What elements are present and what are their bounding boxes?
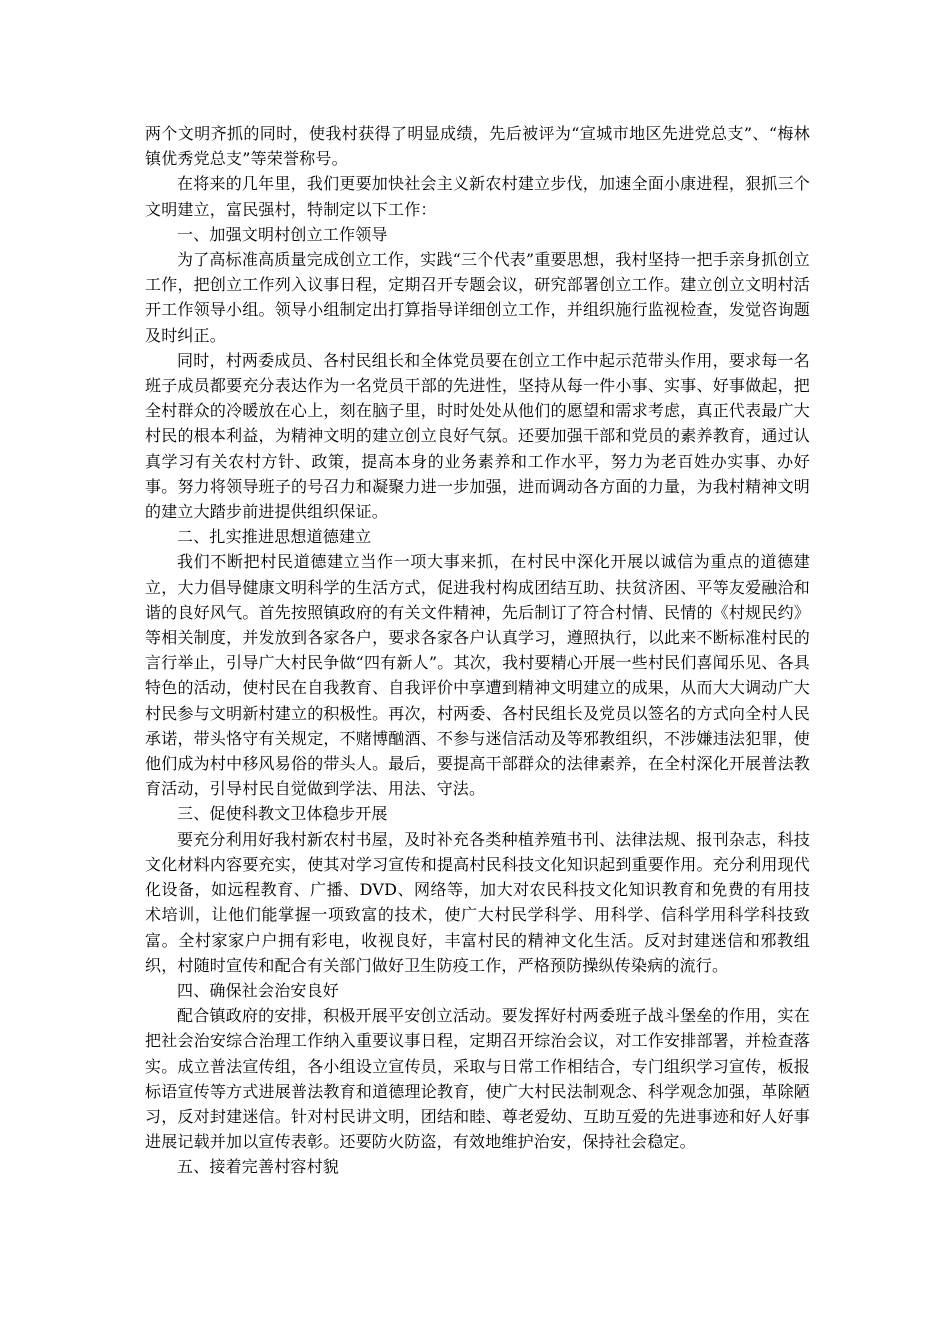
paragraph-section-2: 我们不断把村民道德建立当作一项大事来抓，在村民中深化开展以诚信为重点的道德建立，大力倡导健康文明科学的生活方式，促进我村构成团结互助、扶贫济困、平等友爱融洽和谐的良好风气。首先按照镇政府的有关文件精神，先后制订了符合村情、民情的《村规民约》等相关制度，并发放到各家各户，要求各家各户认真学习，遵照执行，以此来不断标准村民的言行举止，引导广大村民争做“四有新人”。其次，我村要精心开展一些村民们喜闻乐见、各具特色的活动，使村民在自我教育、自我评价中享遭到精神文明建立的成果，从而大大调动广大村民参与文明新村建立的积极性。再次，村两委、各村民组长及党员以签名的方式向全村人民承诺，带头恪守有关规定，不赌博酗酒、不参与迷信活动及等邪教组织，不涉嫌违法犯罪，使他们成为村中移风易俗的带头人。最后，要提高干部群众的法律素养，在全村深化开展普法教育活动，引导村民自觉做到学法、用法、守法。: [145, 552, 810, 799]
paragraph-section-1-b: 同时，村两委成员、各村民组长和全体党员要在创立工作中起示范带头作用，要求每一名班子成员都要充分表达作为一名党员干部的先进性，坚持从每一件小事、实事、好事做起，把全村群众的冷暖放在心上，刻在脑子里，时时处处从他们的愿望和需求考虑，真正代表最广大村民的根本利益，为精神文明的建立创立良好气氛。还要加强干部和党员的素养教育，通过认真学习有关农村方针、政策，提高本身的业务素养和工作水平，努力为老百姓办实事、办好事。努力将领导班子的号召力和凝聚力进一步加强，进而调动各方面的力量，为我村精神文明的建立大踏步前进提供组织保证。: [145, 350, 810, 522]
paragraph-section-4: 配合镇政府的安排，积极开展平安创立活动。要发挥好村两委班子战斗堡垒的作用，实在把社会治安综合治理工作纳入重要议事日程，定期召开综治会议，对工作安排部署，并检查落实。成立普法宣传组，各小组设立宣传员，采取与日常工作相结合，专门组织学习宣传，板报标语宣传等方式进展普法教育和道德理论教育，使广大村民法制观念、科学观念加强，革除陋习，反对封建迷信。针对村民讲文明，团结和睦、尊老爱幼、互助互爱的先进事迹和好人好事进展记载并加以宣传表彰。还要防火防盗，有效地维护治安，保持社会稳定。: [145, 1006, 810, 1152]
section-heading-5: 五、接着完善村容村貌: [177, 1157, 340, 1177]
paragraph-section-1-a: 为了高标准高质量完成创立工作，实践“三个代表”重要思想，我村坚持一把手亲身抓创立工作，把创立工作列入议事日程，定期召开专题会议，研究部署创立工作。建立创立文明村活开工作领导小组。领导小组制定出打算指导详细创立工作，并组织施行监视检查，发觉咨询题及时纠正。: [145, 250, 810, 345]
paragraph-section-3: 要充分利用好我村新农村书屋，及时补充各类种植养殖书刊、法律法规、报刊杂志，科技文化材料内容要充实，使其对学习宣传和提高村民科技文化知识起到重要作用。充分利用现代化设备，如远程教育、广播、DVD、网络等，加大对农民科技文化知识教育和免费的有用技术培训，让他们能掌握一项致富的技术，使广大村民学科学、用科学、信科学用科学科技致富。全村家家户户拥有彩电，收视良好，丰富村民的精神文化生活。反对封建迷信和邪教组织，村随时宣传和配合有关部门做好卫生防疫工作，严格预防操纵传染病的流行。: [145, 829, 810, 975]
paragraph-plan-intro: 在将来的几年里，我们更要加快社会主义新农村建立步伐，加速全面小康进程，狠抓三个文明建立，富民强村，特制定以下工作：: [145, 174, 810, 219]
section-heading-3: 三、促使科教文卫体稳步开展: [177, 804, 388, 824]
section-heading-4: 四、确保社会治安良好: [177, 980, 340, 1000]
section-heading-2: 二、扎实推进思想道德建立: [177, 527, 372, 547]
document-body: [145, 121, 810, 1180]
paragraph-intro-continuation: 两个文明齐抓的同时，使我村获得了明显成绩，先后被评为“宣城市地区先进党总支”、“梅林镇优秀党总支”等荣誉称号。: [145, 124, 810, 169]
section-heading-1: 一、加强文明村创立工作领导: [177, 224, 388, 244]
